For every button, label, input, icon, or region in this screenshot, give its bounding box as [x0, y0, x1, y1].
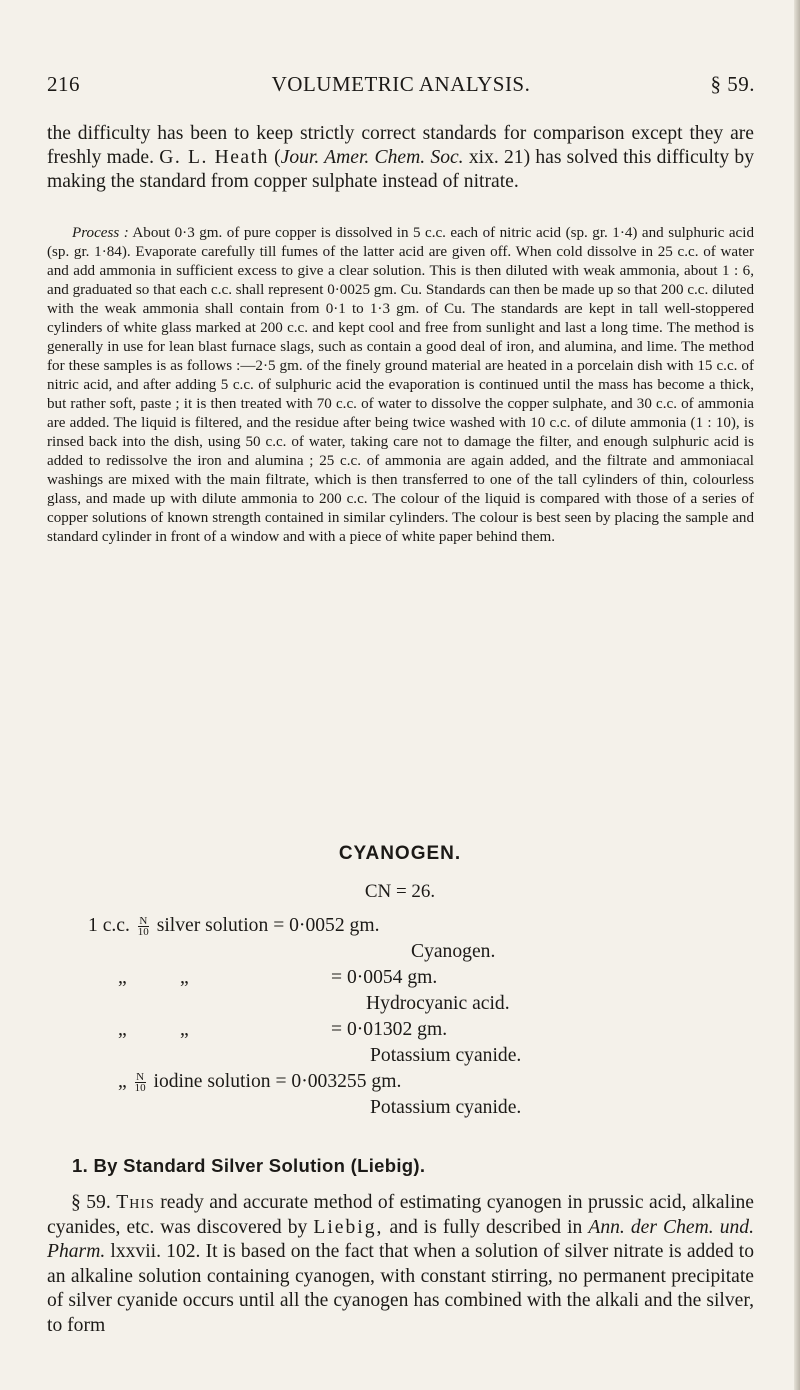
- equivalent-row-1: [88, 915, 379, 937]
- row4-frac-num: N: [136, 1071, 145, 1083]
- row1-substance: Cyanogen.: [411, 941, 496, 962]
- equivalent-row-3: [118, 1019, 127, 1041]
- closing-text-2: and is fully described in: [383, 1216, 589, 1238]
- row1-fraction: [138, 916, 149, 937]
- closing-paragraph: [47, 1191, 754, 1338]
- row4-frac-den: 10: [134, 1082, 146, 1094]
- row4-prefix: „: [118, 1071, 127, 1092]
- row3-ditto: „: [180, 1019, 189, 1040]
- row3-prefix: „: [118, 1019, 127, 1040]
- equivalent-row-2: [118, 967, 127, 989]
- row2-substance: Hydrocyanic acid.: [366, 993, 510, 1014]
- process-paragraph: [47, 224, 754, 547]
- row4-value: = 0·003255 gm.: [275, 1071, 402, 1092]
- lead-text-1: the difficulty has been to keep strictly correct standards for comparison except they are freshly made.: [47, 123, 754, 168]
- row2-value: = 0·0054 gm.: [331, 967, 438, 988]
- running-title: VOLUMETRIC ANALYSIS.: [271, 72, 531, 96]
- cyanogen-formula: CN = 26.: [364, 881, 436, 902]
- cyanogen-heading: CYANOGEN.: [338, 843, 462, 864]
- equivalent-row-4: [118, 1071, 401, 1093]
- running-header: [47, 72, 755, 106]
- closing-section: § 59.: [71, 1192, 111, 1213]
- closing-journal: Ann. der Chem. und. Pharm.: [47, 1216, 754, 1262]
- closing-text-1: ready and accurate method of estimating cyanogen in prussic acid, alkaline cyanides, etc. was discovered by: [47, 1192, 755, 1238]
- row1-frac-num: N: [139, 915, 148, 927]
- row1-solution: silver solution: [156, 915, 269, 936]
- lead-journal: Jour. Amer. Chem. Soc.: [280, 147, 464, 168]
- row3-substance: Potassium cyanide.: [370, 1045, 522, 1066]
- row4-substance: Potassium cyanide.: [370, 1097, 522, 1118]
- process-label: Process :: [72, 225, 129, 241]
- row1-frac-den: 10: [137, 926, 149, 938]
- row2-prefix: „: [118, 967, 127, 988]
- row4-fraction: [135, 1072, 146, 1093]
- lead-paragraph: [47, 122, 754, 194]
- closing-text-3: lxxvii. 102. It is based on the fact that when a solution of silver nitrate is added to an alkaline solution containing cyanogen, with constant stirring, no permanent precipitate of silver cyanide occurs until all the cyanogen has combined with the alkali and the silver, to form: [47, 1241, 754, 1336]
- page-number: 216: [47, 72, 80, 96]
- closing-lead-word: This: [116, 1192, 155, 1213]
- row1-value: = 0·0052 gm.: [273, 915, 380, 936]
- process-text: About 0·3 gm. of pure copper is dissolved in 5 c.c. each of nitric acid (sp. gr. 1·4) and sulphuric acid (sp. gr. 1·84). Evaporate carefully till fumes of the latter acid are given off. When cold dissolve in 25 c.c. of water and add ammonia in sufficient excess to give a clear solution. This is then diluted with weak ammonia, about 1 : 6, and graduated so that each c.c. shall represent 0·0025 gm. Cu. Standards can then be made up so that 200 c.c. diluted with the weak ammonia shall contain from 0·1 to 1·3 gm. of Cu. The standards are kept in tall well-stoppered cylinders of white glass marked at 200 c.c. and kept cool and free from sunlight and last a long time. The method is generally in use for lean blast furnace slags, such as contain a good deal of iron, and alumina, and lime. The method for these samples is as follows :—2·5 gm. of the finely ground material are heated in a porcelain dish with 15 c.c. of nitric acid, and after adding 5 c.c. of sulphuric acid the evaporation is continued until the mass has become a thick, but rather soft, paste ; it is then treated with 70 c.c. of water to dissolve the copper sulphate, and 30 c.c. of ammonia are added. The liquid is filtered, and the residue after being twice washed with 10 c.c. of dilute ammonia (1 : 10), is rinsed back into the dish, using 50 c.c. of water, taking care not to damage the filter, and enough sulphuric acid is added to redissolve the iron and alumina ; 25 c.c. of ammonia are again added, and the filtrate and ammoniacal washings are mixed with the main filtrate, which is then transferred to one of the tall cylinders of thin, colourless glass, and made up with dilute ammonia to 200 c.c. The colour of the liquid is compared with those of a series of copper solutions of known strength contained in similar cylinders. The colour is best seen by placing the sample and standard cylinder in front of a window and with a piece of white paper behind them.: [47, 225, 754, 545]
- row3-value: = 0·01302 gm.: [331, 1019, 448, 1040]
- subsection-heading: 1. By Standard Silver Solution (Liebig).: [72, 1155, 426, 1176]
- closing-author: Liebig,: [313, 1216, 384, 1238]
- row1-prefix: 1 c.c.: [88, 915, 130, 936]
- lead-text-2: (: [268, 147, 281, 168]
- row4-solution: iodine solution: [153, 1071, 271, 1092]
- section-marker: § 59.: [710, 72, 755, 96]
- lead-text-3: xix. 21) has solved this difficulty by making the standard from copper sulphate instead of nitrate.: [47, 147, 754, 192]
- page-edge: [794, 0, 800, 1390]
- row2-ditto: „: [180, 967, 189, 988]
- lead-author: G. L. Heath: [159, 147, 269, 168]
